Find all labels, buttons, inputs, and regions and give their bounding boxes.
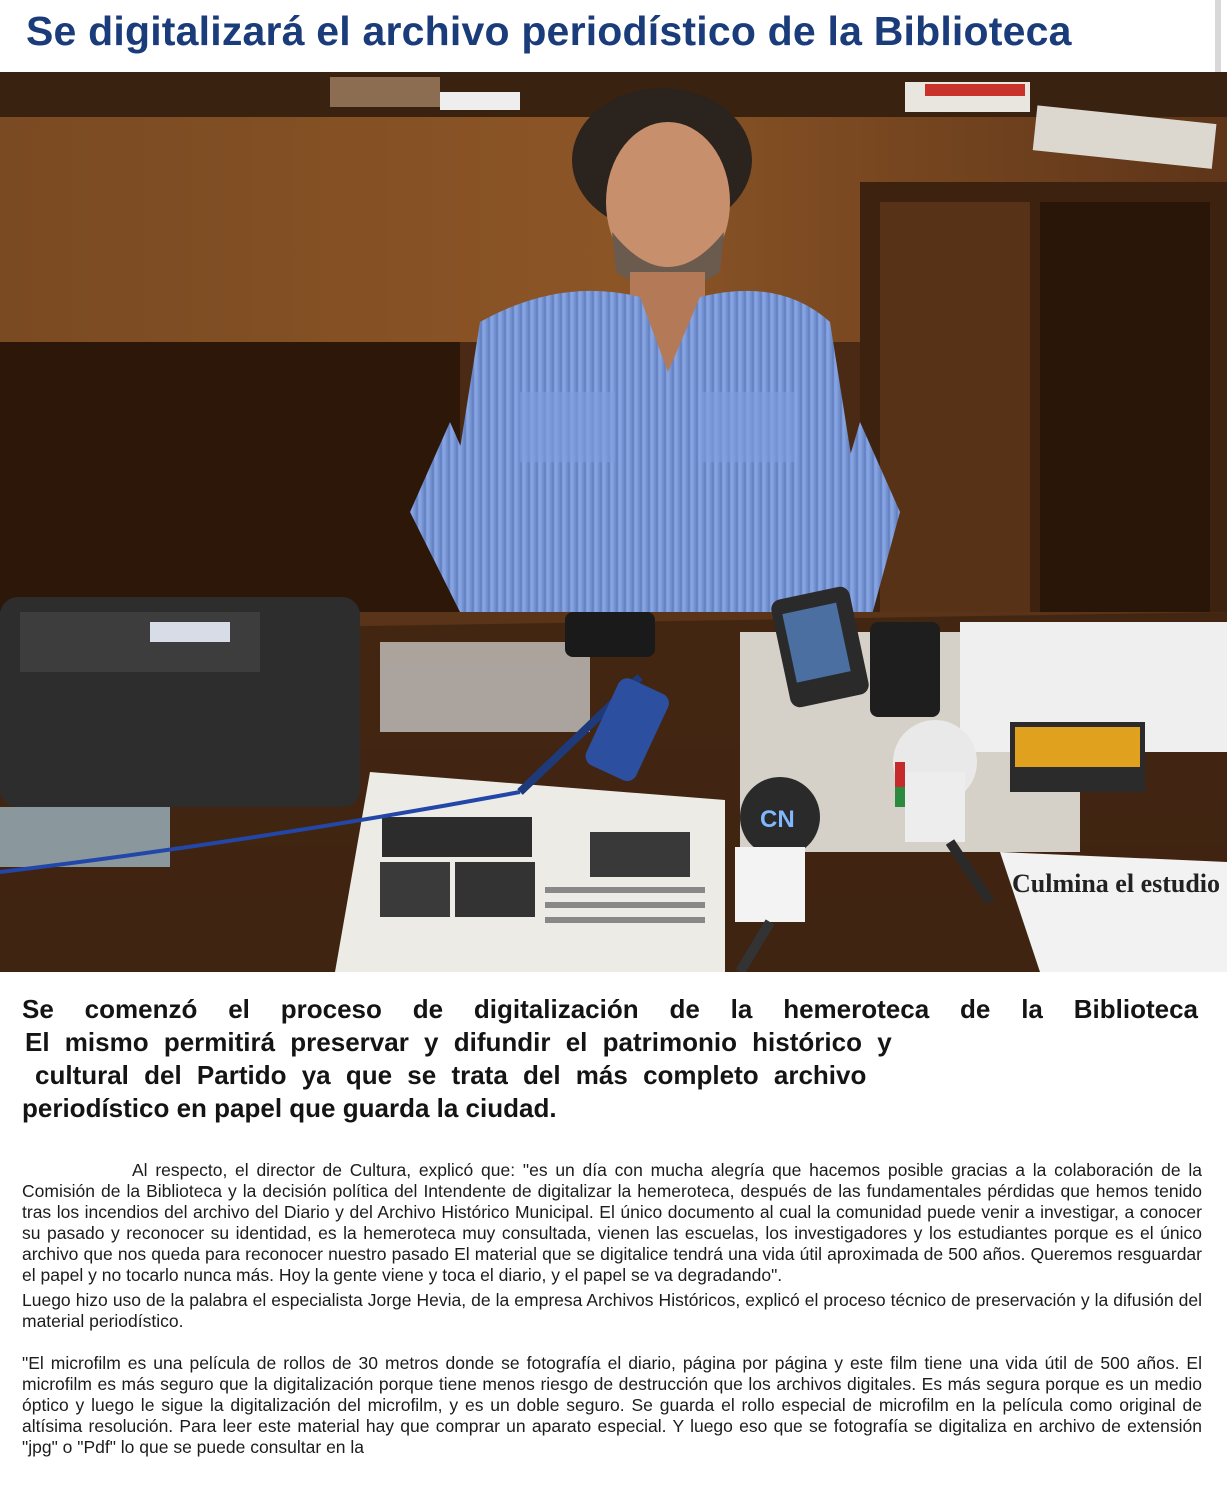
microphone-logo: CN	[760, 806, 795, 833]
newspaper-headline: Culmina el estudio	[1012, 869, 1221, 898]
lead-line-3: cultural del Partido ya que se trata del más completo archivo	[35, 1060, 867, 1090]
body-paragraph: Luego hizo uso de la palabra el especialista Jorge Hevia, de la empresa Archivos Históricos, explicó el proceso técnico de preservación y la difusión del material periodístico.	[22, 1290, 1202, 1331]
lead-line-1: Se comenzó el proceso de digitalización de la hemeroteca de la Biblioteca	[22, 994, 1198, 1024]
body-paragraph: "El microfilm es una película de rollos de 30 metros donde se fotografía el diario, página por página y este film tiene una vida útil de 500 años. El microfilm es más seguro que la digitalización porque tiene menos riesgo de destrucción que los archivos digitales. Es más segura porque es un medio óptico y luego le sigue la digitalización del microfilm, y es un doble seguro. Se guarda el rollo especial de microfilm en la película como original de altísima resolución. Para leer este material hay que comprar un aparato especial. Y luego eso que se fotografía se digitaliza en archivo de extensión "jpg" o "Pdf" lo que se puede consultar en la	[22, 1353, 1202, 1457]
lead-line-2: El mismo permitirá preservar y difundir el patrimonio histórico y	[25, 1027, 892, 1057]
lead-line-4: periodístico en papel que guarda la ciudad.	[22, 1093, 557, 1123]
press-conference-photo	[0, 72, 1227, 972]
headline-banner	[0, 0, 1221, 72]
body-paragraph: Al respecto, el director de Cultura, explicó que: "es un día con mucha alegría que hacemos posible gracias a la colaboración de la Comisión de la Biblioteca y la decisión política del Intendente de digitalizar la hemeroteca, después de las fundamentales pérdidas que hemos tenido tras los incendios del archivo del Diario y del Archivo Histórico Municipal. El único documento al cual la comunidad puede venir a investigar, a conocer su pasado y reconocer su identidad, es la hemeroteca muy consultada, vienen las escuelas, los investigadores y los estudiantes porque es el único archivo que nos queda para reconocer nuestro pasado El material que se digitalice tendrá una vida útil aproximada de 500 años. Queremos resguardar el papel y no tocarlo nunca más. Hoy la gente viene y toca el diario, y el papel se va degradando".	[22, 1160, 1202, 1285]
article-body	[22, 1160, 1202, 1458]
photo-illustration	[0, 72, 1227, 972]
headline: Se digitalizará el archivo periodístico de la Biblioteca	[26, 8, 1072, 54]
lead-paragraph	[22, 993, 1198, 1125]
